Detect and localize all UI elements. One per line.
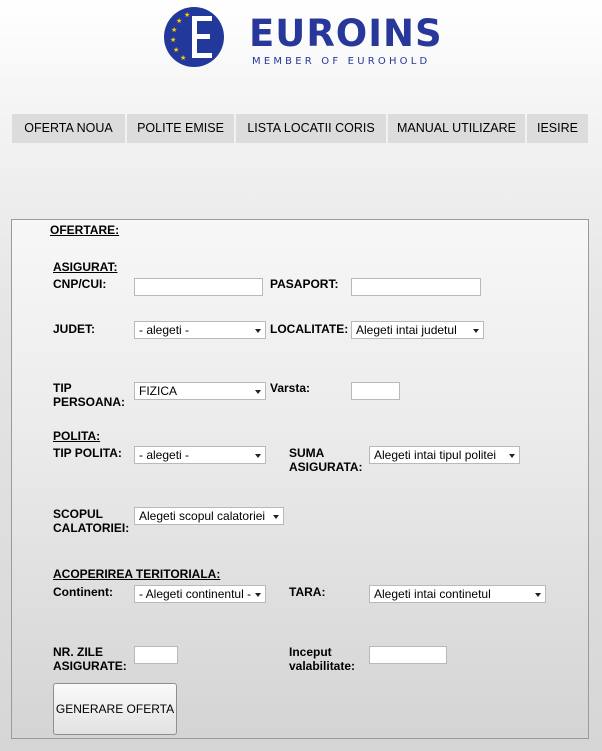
tip-polita-select[interactable] (134, 446, 266, 464)
scopul-calatoriei-select-value: Alegeti scopul calatoriei (139, 509, 266, 523)
chevron-down-icon (273, 515, 279, 519)
continent-select[interactable] (134, 585, 266, 603)
asigurat-section-header: ASIGURAT: (53, 260, 118, 274)
chevron-down-icon (255, 593, 261, 597)
acoperire-section-header: ACOPERIREA TERITORIALA: (53, 567, 221, 581)
localitate-label: LOCALITATE: (270, 322, 349, 336)
inceput-valabilitate-input[interactable] (369, 646, 447, 664)
brand-name: EUROINS (249, 12, 443, 55)
suma-asigurata-select[interactable] (369, 446, 520, 464)
generare-oferta-button[interactable]: GENERARE OFERTA (53, 683, 177, 735)
chevron-down-icon (535, 593, 541, 597)
judet-select-value: - alegeti - (139, 323, 190, 337)
suma-asigurata-select-value: Alegeti intai tipul politei (374, 448, 497, 462)
pasaport-label: PASAPORT: (270, 277, 339, 291)
continent-select-value: - Alegeti continentul - (139, 587, 252, 601)
pasaport-input[interactable] (351, 278, 481, 296)
euroins-logo-icon: ★ ★ ★ ★ ★ ★ (164, 7, 224, 67)
chevron-down-icon (255, 454, 261, 458)
suma-asigurata-label: SUMA ASIGURATA: (289, 446, 363, 474)
cnp-input[interactable] (134, 278, 263, 296)
continent-label: Continent: (53, 585, 113, 599)
nav-oferta-noua[interactable]: OFERTA NOUA (12, 114, 125, 143)
tara-label: TARA: (289, 585, 326, 599)
nr-zile-input[interactable] (134, 646, 178, 664)
nav-iesire[interactable]: IESIRE (527, 114, 588, 143)
tara-select-value: Alegeti intai continetul (374, 587, 491, 601)
scopul-calatoriei-select[interactable] (134, 507, 284, 525)
localitate-select[interactable] (351, 321, 484, 339)
chevron-down-icon (255, 390, 261, 394)
inceput-valabilitate-label: Inceput valabilitate: (289, 645, 356, 673)
varsta-label: Varsta: (270, 381, 311, 395)
cnp-label: CNP/CUI: (53, 277, 107, 291)
form-title: OFERTARE: (50, 223, 120, 237)
chevron-down-icon (473, 329, 479, 333)
nr-zile-label: NR. ZILE ASIGURATE: (53, 645, 127, 673)
tip-persoana-label: TIP PERSOANA: (53, 381, 126, 409)
scopul-calatoriei-label: SCOPUL CALATORIEI: (53, 507, 130, 535)
tara-select[interactable] (369, 585, 546, 603)
chevron-down-icon (509, 454, 515, 458)
nav-lista-locatii-coris[interactable]: LISTA LOCATII CORIS (236, 114, 386, 143)
localitate-select-value: Alegeti intai judetul (356, 323, 457, 337)
tip-persoana-select[interactable] (134, 382, 266, 400)
judet-select[interactable] (134, 321, 266, 339)
nav-polite-emise[interactable]: POLITE EMISE (127, 114, 234, 143)
polita-section-header: POLITA: (53, 429, 101, 443)
tip-persoana-select-value: FIZICA (139, 384, 177, 398)
tip-polita-select-value: - alegeti - (139, 448, 190, 462)
nav-manual-utilizare[interactable]: MANUAL UTILIZARE (388, 114, 525, 143)
tip-polita-label: TIP POLITA: (53, 446, 122, 460)
brand-tagline: MEMBER OF EUROHOLD (252, 56, 431, 67)
judet-label: JUDET: (53, 322, 96, 336)
chevron-down-icon (255, 329, 261, 333)
varsta-input[interactable] (351, 382, 400, 400)
